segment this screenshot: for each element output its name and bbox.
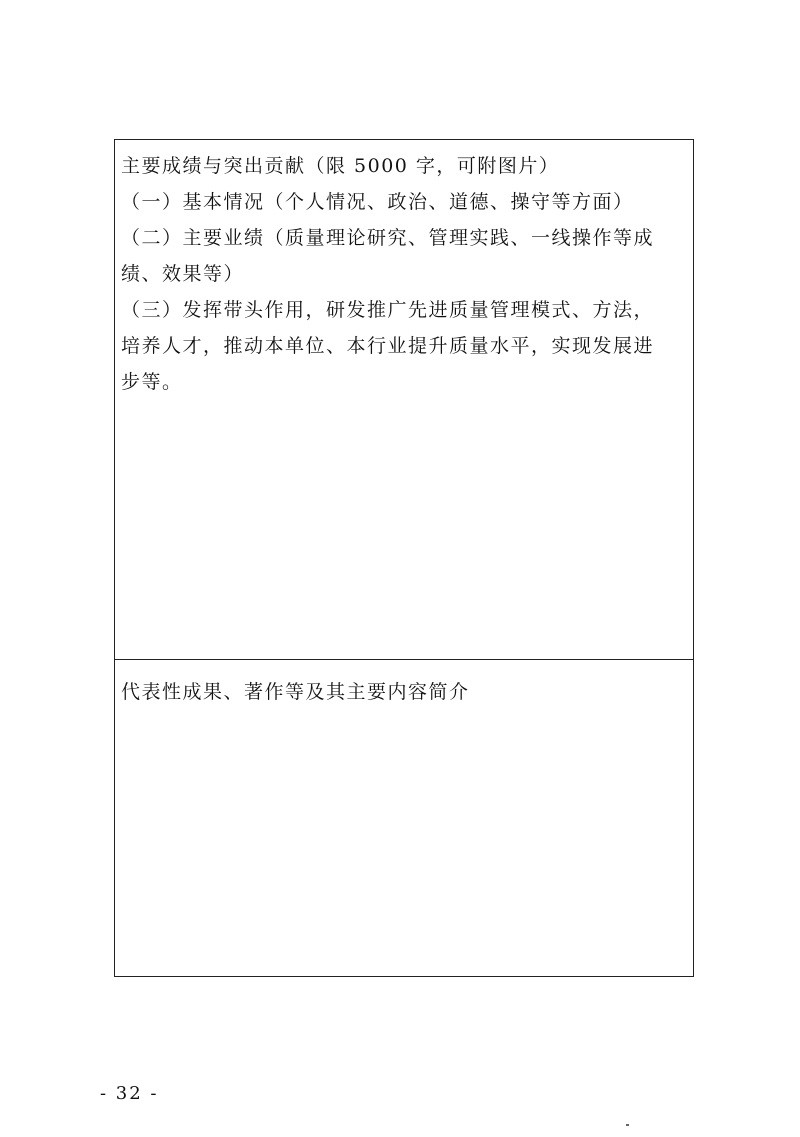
achievements-line-5: 培养人才，推动本单位、本行业提升质量水平，实现发展进 xyxy=(121,335,655,357)
representative-works-section xyxy=(115,660,693,976)
achievements-line-6: 步等。 xyxy=(121,371,183,393)
application-form-table xyxy=(114,139,694,977)
achievements-title: 主要成绩与突出贡献（限 5000 字，可附图片） xyxy=(121,155,560,177)
achievements-section xyxy=(115,140,693,660)
achievements-line-3: 绩、效果等） xyxy=(121,263,245,285)
achievements-line-4: （三）发挥带头作用，研发推广先进质量管理模式、方法， xyxy=(121,299,655,321)
works-title: 代表性成果、著作等及其主要内容简介 xyxy=(121,681,470,703)
achievements-line-1: （一）基本情况（个人情况、政治、道德、操守等方面） xyxy=(121,191,634,213)
achievements-line-2: （二）主要业绩（质量理论研究、管理实践、一线操作等成 xyxy=(121,227,655,249)
page-number: - 32 - xyxy=(100,1083,159,1104)
scan-speck xyxy=(626,1124,629,1126)
